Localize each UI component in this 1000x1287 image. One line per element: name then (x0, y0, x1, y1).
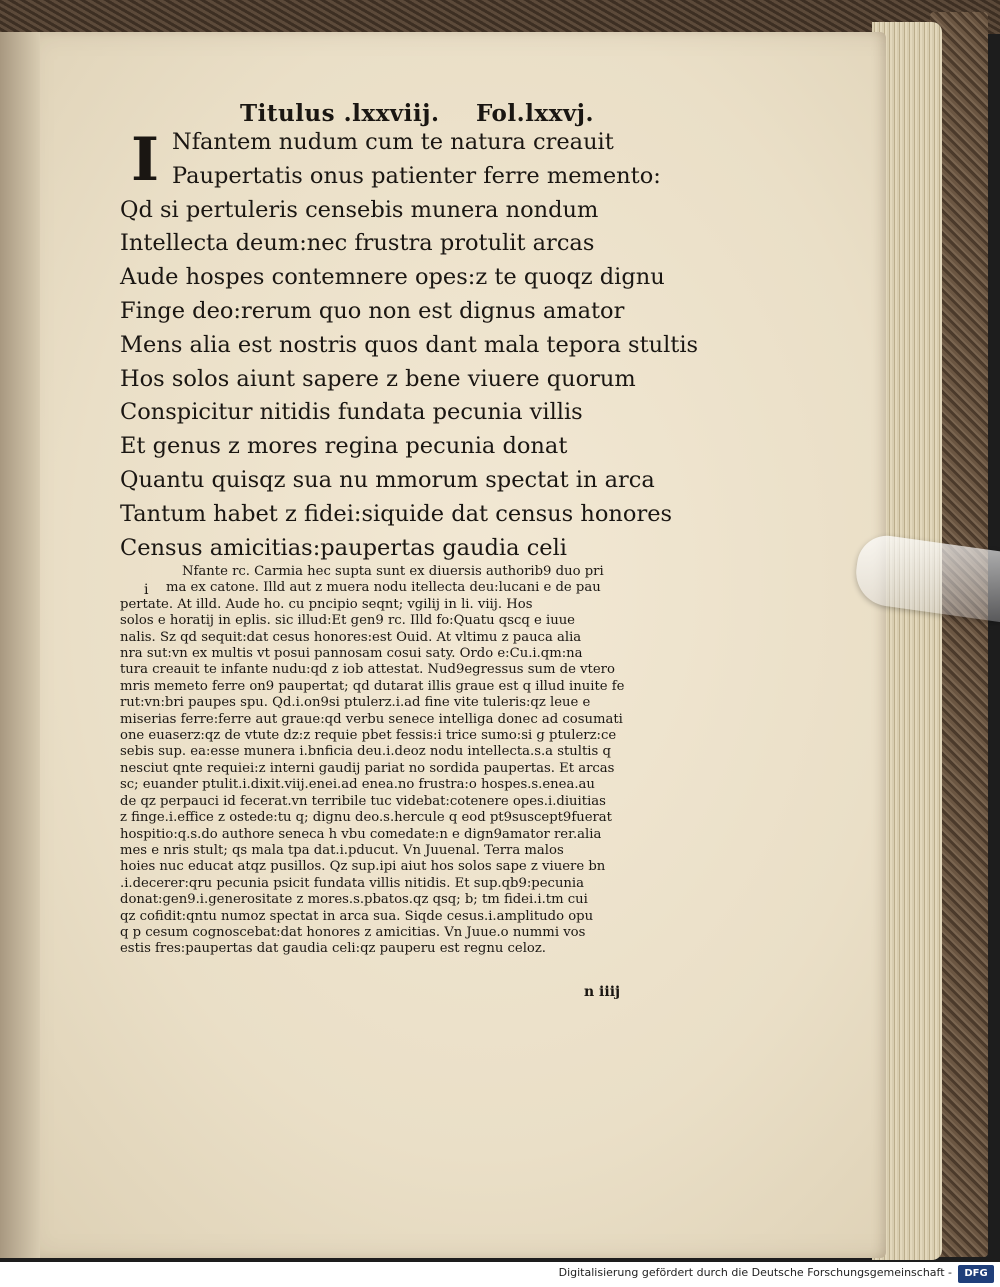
commentary-line: de qz perpauci id fecerat.vn terribile tuc videbat:cotenere opes.i.diuitias (120, 793, 606, 809)
commentary-line: sebis sup. ea:esse munera i.bnficia deu.i.deoz nodu intellecta.s.a stultis q (120, 744, 611, 760)
commentary-line: tura creauit te infante nudu:qd z iob attestat. Nud9egressus sum de vtero (120, 662, 615, 678)
commentary-line: donat:gen9.i.generositate z mores.s.pbatos.qz qsq; b; tm fidei.i.tm cui (120, 892, 588, 908)
commentary-line: solos e horatij in eplis. sic illud:Et gen9 rc. Illd fo:Quatu qscq e iuue (120, 613, 575, 629)
verse-line: Et genus z mores regina pecunia donat (120, 433, 568, 460)
commentary-line: pertate. At illd. Aude ho. cu pncipio seqnt; vgilij in li. viij. Hos (120, 596, 533, 612)
commentary-line: hospitio:q.s.do authore seneca h vbu comedate:n e dign9amator rer.alia (120, 826, 602, 842)
verse-line: Paupertatis onus patienter ferre memento: (172, 162, 661, 189)
commentary-line: z finge.i.effice z ostede:tu q; dignu deo.s.hercule q eod pt9suscept9fuerat (120, 810, 612, 826)
commentary-line: hoies nuc educat atqz pusillos. Qz sup.ipi aiut hos solos sape z viuere bn (120, 859, 606, 875)
header-folio: Fol.lxxvj. (475, 100, 594, 127)
verse-line: Aude hospes contemnere opes:z te quoqz dignu (120, 264, 665, 291)
commentary-line: mes e nris stult; qs mala tpa dat.i.pducut. Vn Juuenal. Terra malos (120, 842, 564, 858)
commentary-line: ma ex catone. Illd aut z muera nodu itellecta deu:lucani e de pau (166, 580, 601, 596)
commentary-guide-letter: i (144, 582, 149, 598)
commentary-block (120, 564, 660, 958)
verse-line: Intellecta deum:nec frustra protulit arcas (120, 230, 595, 257)
header-titulus: Titulus .lxxviij. (240, 100, 440, 127)
footer-bar (0, 1262, 1000, 1287)
verse-line: Mens alia est nostris quos dant mala tepora stultis (120, 331, 699, 358)
commentary-line: rut:vn:bri paupes spu. Qd.i.on9si ptulerz.i.ad fine vite tuleris:qz leue e (120, 695, 591, 711)
dfg-logo-icon: DFG (958, 1265, 994, 1283)
commentary-line: nalis. Sz qd sequit:dat cesus honores:est Ouid. At vltimu z pauca alia (120, 629, 582, 645)
verse-line: Finge deo:rerum quo non est dignus amator (120, 297, 625, 324)
verse-line: Census amicitias:paupertas gaudia celi (120, 534, 568, 561)
commentary-line: .i.decerer:qru pecunia psicit fundata villis nitidis. Et sup.qb9:pecunia (120, 875, 585, 891)
book-gutter (0, 32, 40, 1258)
verse-line: Nfantem nudum cum te natura creauit (172, 129, 614, 155)
commentary-line: one euaserz:qz de vtute dz:z requie pbet fessis:i trice sumo:si g ptulerz:ce (120, 728, 617, 744)
commentary-line: qz cofidit:qntu numoz spectat in arca sua. Siqde cesus.i.amplitudo opu (120, 908, 594, 924)
commentary-line: estis fres:paupertas dat gaudia celi:qz pauperu est regnu celoz. (120, 941, 546, 957)
commentary-line: nesciut qnte requiei:z interni gaudij pariat no sordida paupertas. Et arcas (120, 760, 615, 776)
running-header (240, 100, 622, 127)
verse-line: Qd si pertuleris censebis munera nondum (120, 196, 599, 223)
commentary-line: Nfante rc. Carmia hec supta sunt ex diuersis authorib9 duo pri (182, 564, 604, 579)
signature-mark: n iiij (584, 984, 621, 1000)
verse-block (120, 126, 699, 565)
commentary-line: q p cesum cognoscebat:dat honores z amicitias. Vn Juue.o nummi vos (120, 924, 586, 940)
commentary-line: miserias ferre:ferre aut graue:qd verbu senece intelliga donec ad cosumati (120, 711, 623, 727)
verse-line: Tantum habet z fidei:siquide dat census honores (120, 500, 673, 527)
commentary-line: mris memeto ferre on9 paupertat; qd dutarat illis graue est q illud inuite fe (120, 678, 625, 694)
commentary-line: nra sut:vn ex multis vt posui pannosam cosui saty. Ordo e:Cu.i.qm:na (120, 646, 583, 662)
funding-notice: Digitalisierung gefördert durch die Deutsche Forschungsgemeinschaft - (558, 1266, 952, 1279)
book-cover-top (0, 0, 1000, 34)
verse-line: Hos solos aiunt sapere z bene viuere quorum (120, 365, 636, 392)
drop-capital: I (130, 125, 160, 195)
commentary-line: sc; euander ptulit.i.dixit.viij.enei.ad enea.no frustra:o hospes.s.enea.au (120, 777, 595, 793)
verse-line: Conspicitur nitidis fundata pecunia villis (120, 399, 583, 426)
verse-line: Quantu quisqz sua nu mmorum spectat in arca (120, 466, 655, 493)
